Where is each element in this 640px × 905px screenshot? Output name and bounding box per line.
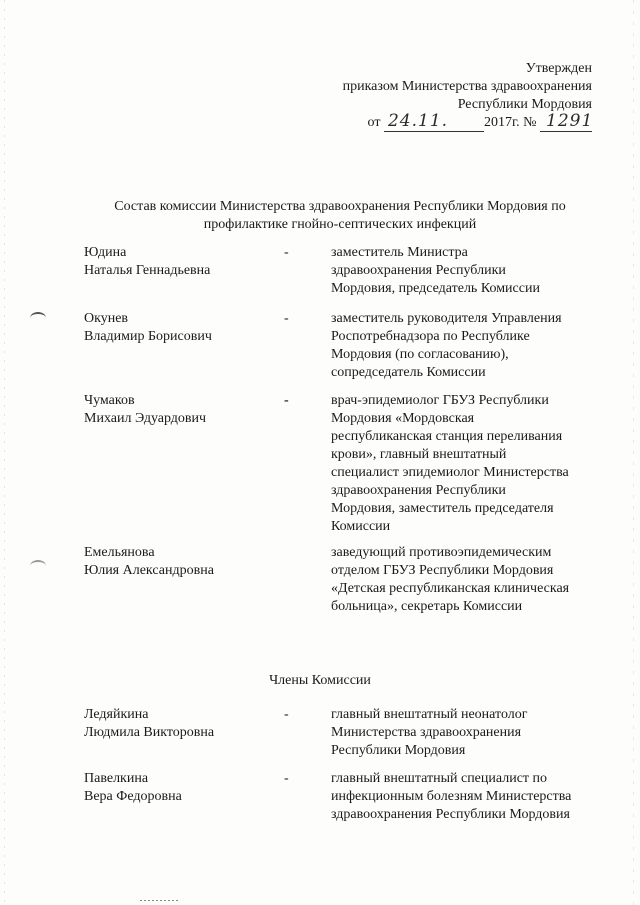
handwritten-date: 24.11.	[387, 111, 449, 131]
role-line: врач-эпидемиолог ГБУЗ Республики	[331, 393, 549, 408]
role-line: заведующий противоэпидемическим	[331, 545, 552, 560]
title-line-2: профилактике гнойно-септических инфекций	[203, 217, 477, 232]
role-line: главный внештатный неонатолог	[331, 707, 528, 722]
scan-edge-right	[633, 0, 634, 905]
role-line: больница», секретарь Комиссии	[331, 599, 523, 614]
separator-dash: -	[284, 245, 289, 260]
member-name	[84, 544, 274, 580]
member-given-name: Владимир Борисович	[84, 329, 212, 344]
scan-artifact	[140, 900, 180, 901]
member-given-name: Юлия Александровна	[84, 563, 214, 578]
role-line: Роспотребнадзора по Республике	[331, 329, 530, 344]
role-line: специалист эпидемиолог Министерства	[331, 465, 569, 480]
approval-heading: Утвержден	[525, 61, 592, 76]
title-line-1: Состав комиссии Министерства здравоохранения Республики Мордовия по	[114, 199, 566, 214]
member-surname: Окунев	[84, 311, 129, 326]
member-surname: Чумаков	[84, 393, 135, 408]
member-given-name: Людмила Викторовна	[84, 725, 215, 740]
role-line: Комиссии	[331, 519, 391, 534]
role-line: заместитель руководителя Управления	[331, 311, 562, 326]
role-line: Мордовия, заместитель председателя	[331, 501, 554, 516]
role-line: главный внештатный специалист по	[331, 771, 548, 786]
members-heading: Члены Комиссии	[269, 673, 371, 688]
member-name	[84, 310, 274, 346]
member-given-name: Вера Федоровна	[84, 789, 182, 804]
separator-dash: -	[284, 393, 289, 408]
member-given-name: Наталья Геннадьевна	[84, 263, 211, 278]
role-line: республиканская станция переливания	[331, 429, 563, 444]
role-line: здравоохранения Республики Мордовия	[331, 807, 570, 822]
role-line: здравоохранения Республики	[331, 263, 506, 278]
role-line: Министерства здравоохранения	[331, 725, 522, 740]
separator-dash: -	[284, 311, 289, 326]
member-surname: Емельянова	[84, 545, 155, 560]
role-line: сопредседатель Комиссии	[331, 365, 486, 380]
role-line: Мордовия, председатель Комиссии	[331, 281, 540, 296]
member-given-name: Михаил Эдуардович	[84, 411, 207, 426]
date-prefix: от	[367, 115, 381, 130]
approval-region-line: Республики Мордовия	[457, 97, 592, 112]
member-role	[331, 770, 601, 824]
role-line: крови», главный внештатный	[331, 447, 507, 462]
member-name	[84, 770, 274, 806]
role-line: Республики Мордовия	[331, 743, 466, 758]
role-line: «Детская республиканская клиническая	[331, 581, 570, 596]
role-line: Мордовия (по согласованию),	[331, 347, 509, 362]
member-role	[331, 392, 601, 536]
member-name	[84, 706, 274, 742]
punch-hole-mark-icon	[30, 560, 46, 572]
member-role	[331, 310, 601, 382]
punch-hole-mark-icon	[30, 312, 46, 324]
role-line: заместитель Министра	[331, 245, 468, 260]
year-and-number-label: 2017г. №	[483, 115, 537, 130]
role-line: Мордовия «Мордовская	[331, 411, 475, 426]
number-blank	[540, 111, 594, 132]
handwritten-number: 1291	[546, 111, 594, 131]
member-name	[84, 392, 274, 428]
document-title	[80, 198, 600, 234]
separator-dash: -	[284, 707, 289, 722]
separator-dash: -	[284, 771, 289, 786]
role-line: инфекционным болезням Министерства	[331, 789, 572, 804]
member-role	[331, 706, 601, 760]
member-role	[331, 544, 601, 616]
date-blank	[384, 111, 484, 132]
role-line: отделом ГБУЗ Республики Мордовия	[331, 563, 554, 578]
approval-block	[343, 60, 592, 132]
role-line: здравоохранения Республики	[331, 483, 506, 498]
member-surname: Юдина	[84, 245, 127, 260]
approval-date-line	[343, 111, 594, 132]
member-surname: Павелкина	[84, 771, 149, 786]
scan-edge-left	[4, 0, 5, 905]
member-surname: Ледяйкина	[84, 707, 149, 722]
member-name	[84, 244, 274, 280]
member-role	[331, 244, 601, 298]
approval-order-line: приказом Министерства здравоохранения	[342, 79, 592, 94]
